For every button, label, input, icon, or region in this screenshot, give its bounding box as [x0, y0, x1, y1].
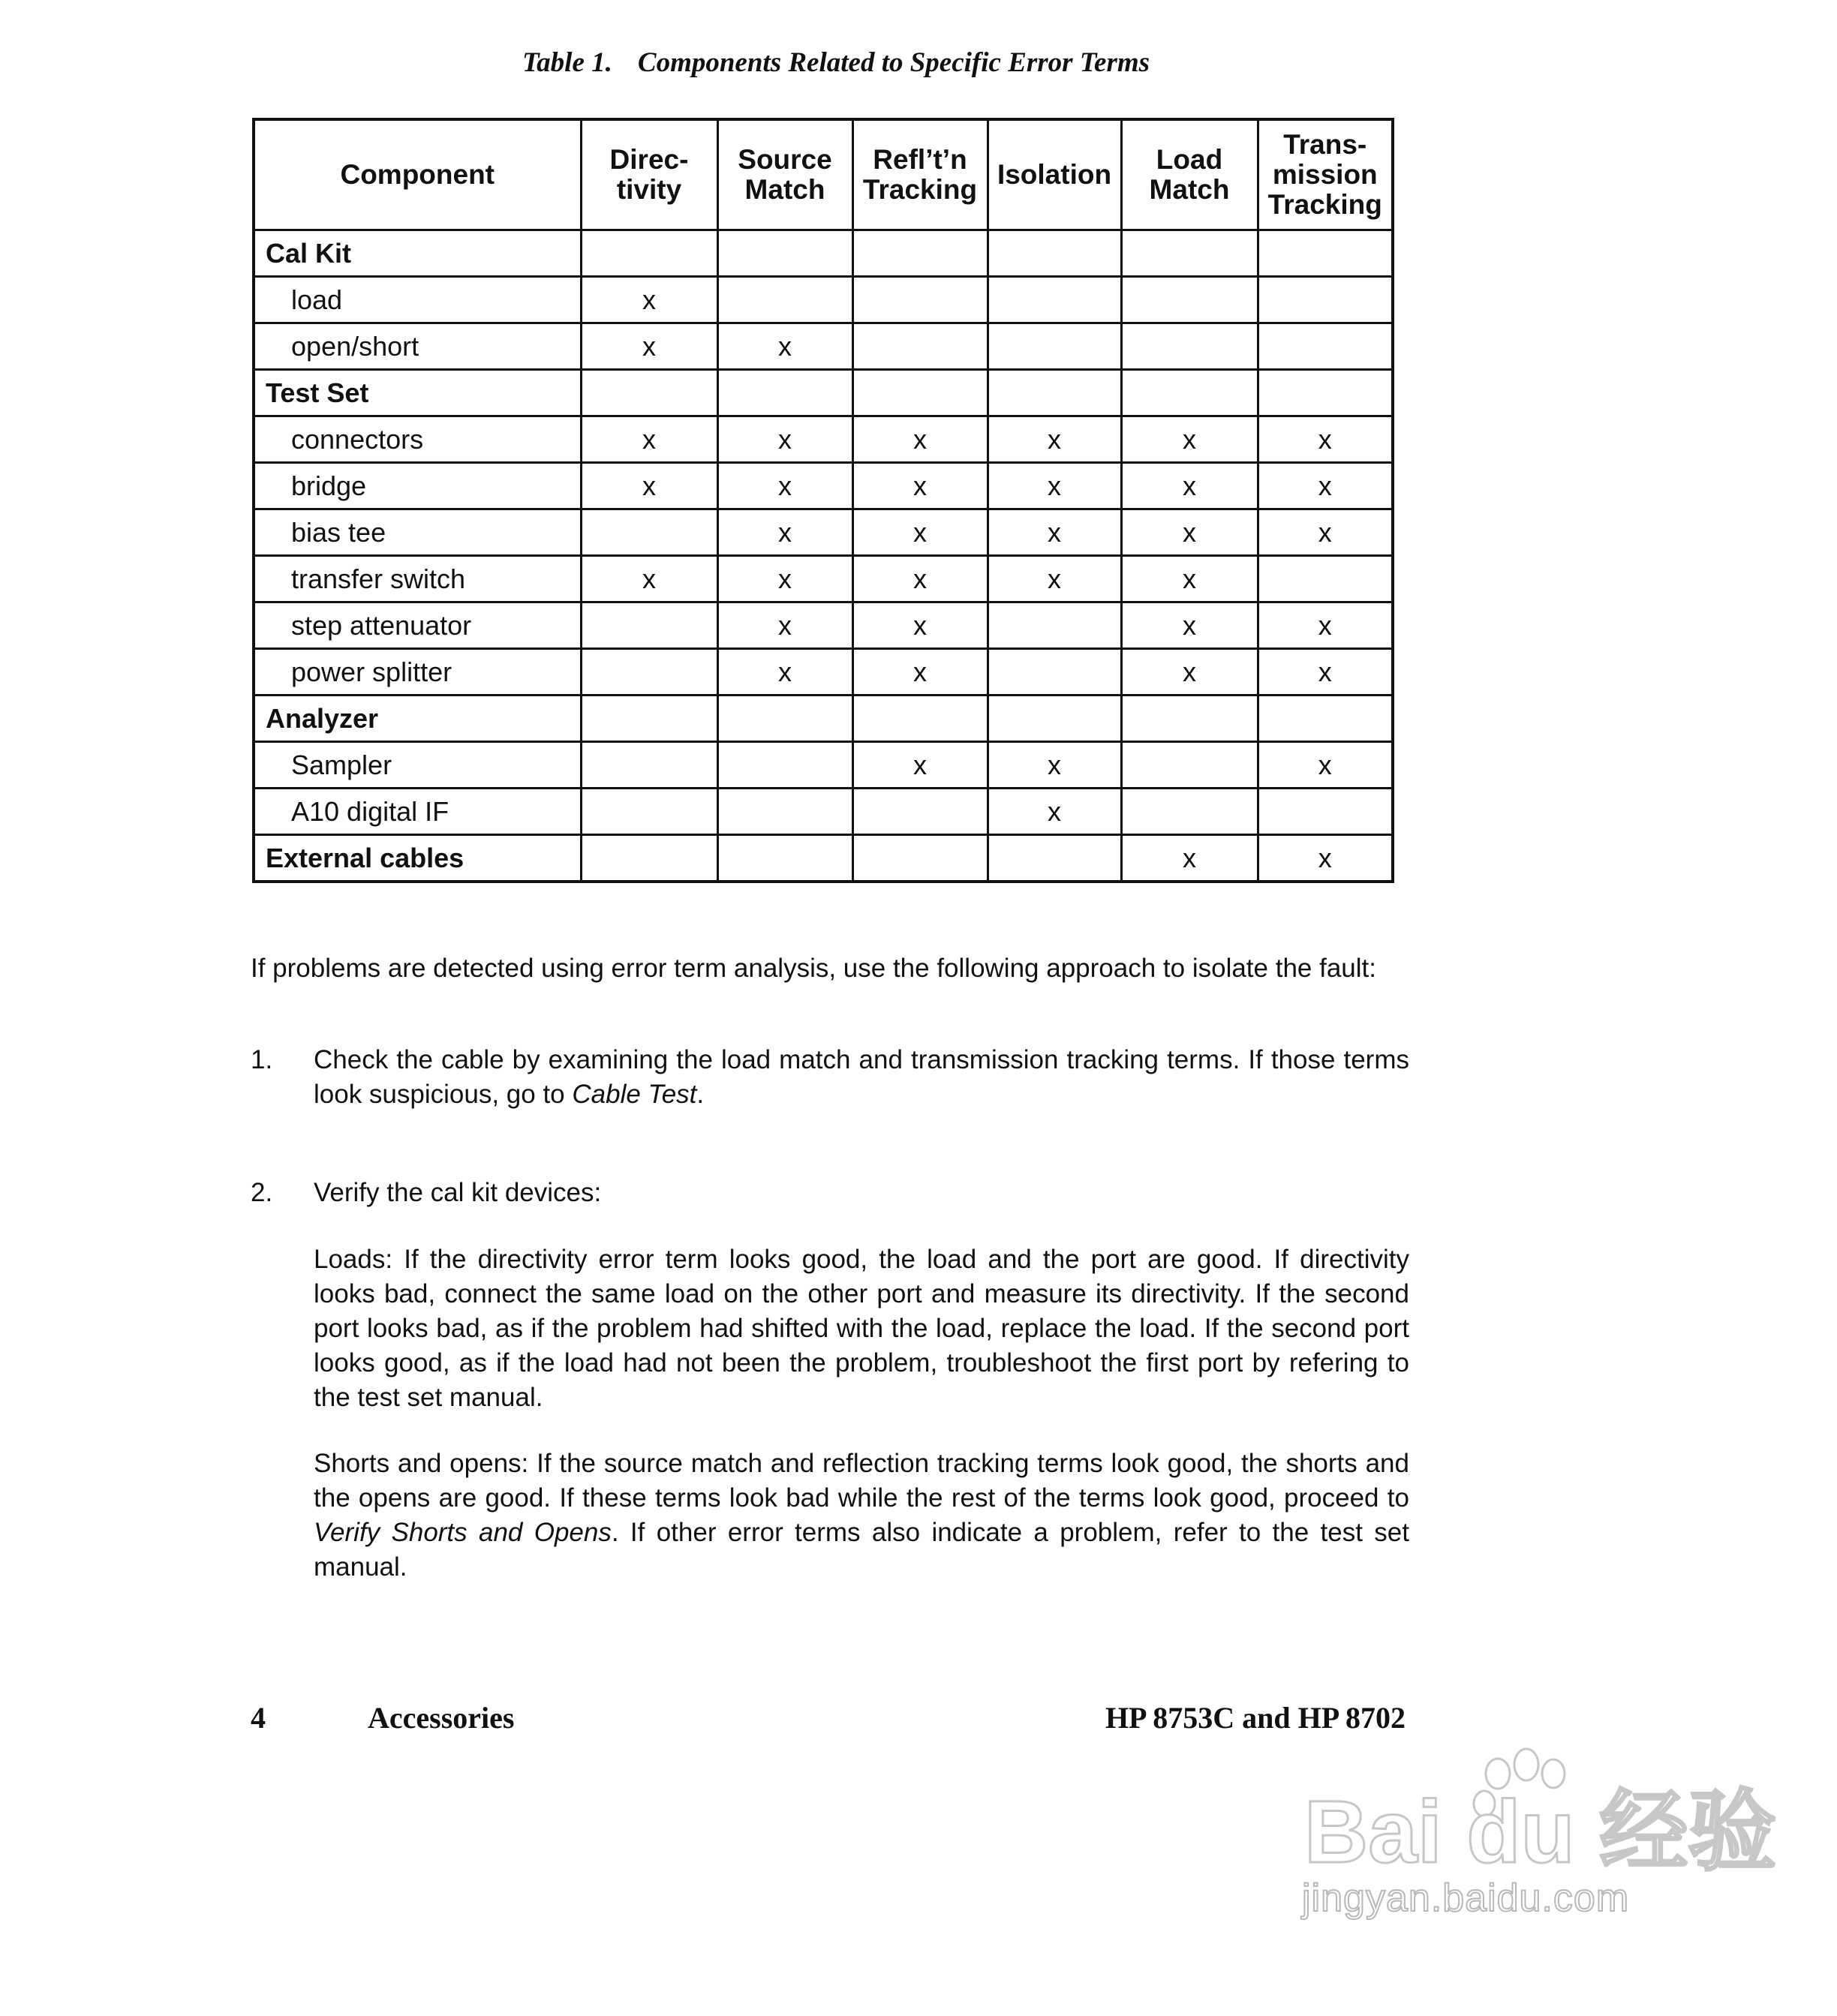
mark-cell: [1121, 230, 1258, 277]
mark-cell: x: [1121, 835, 1258, 882]
mark-cell: [1121, 789, 1258, 835]
mark-cell: x: [852, 602, 988, 649]
mark-cell: x: [1258, 835, 1393, 882]
page-number: 4: [251, 1701, 266, 1735]
svg-text:Bai du 经验: Bai du 经验: [1304, 1783, 1777, 1882]
mark-cell: [1258, 696, 1393, 742]
mark-cell: x: [1258, 416, 1393, 463]
table-caption: [0, 47, 1672, 79]
mark-cell: x: [988, 789, 1121, 835]
step-1-text: Check the cable by examining the load match and transmission tracking terms. If those terms look suspicious, go to Cable Test.: [314, 1045, 1409, 1109]
group-label: Test Set: [254, 370, 581, 416]
mark-cell: x: [581, 556, 717, 602]
mark-cell: [717, 230, 852, 277]
watermark-url: jingyan.baidu.com: [1302, 1876, 1630, 1920]
group-label: Analyzer: [254, 696, 581, 742]
col-header-source-match: Source Match: [717, 119, 852, 230]
mark-cell: x: [1121, 509, 1258, 556]
mark-cell: x: [1121, 416, 1258, 463]
mark-cell: [581, 230, 717, 277]
mark-cell: [988, 230, 1121, 277]
mark-cell: [717, 370, 852, 416]
table-row: [254, 323, 1393, 370]
mark-cell: x: [717, 556, 852, 602]
mark-cell: [717, 789, 852, 835]
mark-cell: [852, 323, 988, 370]
component-label: load: [254, 277, 581, 323]
group-label: Cal Kit: [254, 230, 581, 277]
col-header-directivity: Direc- tivity: [581, 119, 717, 230]
mark-cell: x: [717, 416, 852, 463]
table-row: [254, 230, 1393, 277]
mark-cell: [581, 649, 717, 696]
mark-cell: [852, 230, 988, 277]
mark-cell: [717, 742, 852, 789]
error-terms-table: [252, 118, 1394, 883]
verify-shorts-opens-reference: Verify Shorts and Opens: [314, 1518, 612, 1547]
mark-cell: [988, 602, 1121, 649]
mark-cell: [1258, 370, 1393, 416]
component-label: step attenuator: [254, 602, 581, 649]
mark-cell: [581, 509, 717, 556]
mark-cell: x: [852, 416, 988, 463]
mark-cell: x: [852, 649, 988, 696]
table-row: [254, 742, 1393, 789]
mark-cell: x: [717, 509, 852, 556]
mark-cell: [581, 835, 717, 882]
mark-cell: x: [852, 742, 988, 789]
mark-cell: x: [988, 416, 1121, 463]
mark-cell: x: [852, 509, 988, 556]
mark-cell: x: [1121, 556, 1258, 602]
mark-cell: x: [988, 509, 1121, 556]
mark-cell: x: [581, 323, 717, 370]
mark-cell: x: [717, 602, 852, 649]
mark-cell: [1258, 556, 1393, 602]
table-row: [254, 277, 1393, 323]
mark-cell: [852, 696, 988, 742]
intro-paragraph: If problems are detected using error term analysis, use the following approach to isolate the fault:: [251, 954, 1376, 983]
mark-cell: x: [1258, 602, 1393, 649]
mark-cell: [988, 835, 1121, 882]
table-row: [254, 789, 1393, 835]
component-label: A10 digital IF: [254, 789, 581, 835]
component-label: bridge: [254, 463, 581, 509]
mark-cell: [852, 277, 988, 323]
mark-cell: [1121, 742, 1258, 789]
group-label: External cables: [254, 835, 581, 882]
component-label: open/short: [254, 323, 581, 370]
table-row: [254, 696, 1393, 742]
table-row: [254, 835, 1393, 882]
baidu-watermark-logo: [1297, 1742, 1777, 1882]
mark-cell: x: [988, 556, 1121, 602]
mark-cell: x: [988, 742, 1121, 789]
footer-section: Accessories: [368, 1701, 515, 1735]
mark-cell: [581, 696, 717, 742]
footer-model: HP 8753C and HP 8702: [1105, 1701, 1406, 1735]
mark-cell: x: [717, 649, 852, 696]
cable-test-reference: Cable Test: [572, 1080, 697, 1109]
table-row: [254, 602, 1393, 649]
mark-cell: [1121, 696, 1258, 742]
step-2-text: Verify the cal kit devices:: [314, 1178, 602, 1207]
mark-cell: [1121, 370, 1258, 416]
mark-cell: [717, 835, 852, 882]
mark-cell: x: [1258, 463, 1393, 509]
table-number: Table 1.: [522, 47, 612, 78]
mark-cell: x: [1121, 602, 1258, 649]
mark-cell: [1121, 277, 1258, 323]
mark-cell: [988, 370, 1121, 416]
mark-cell: [988, 277, 1121, 323]
mark-cell: x: [581, 277, 717, 323]
step-2-number: 2.: [251, 1178, 273, 1207]
mark-cell: [581, 789, 717, 835]
mark-cell: [581, 742, 717, 789]
mark-cell: [1121, 323, 1258, 370]
mark-cell: x: [581, 416, 717, 463]
col-header-component: Component: [254, 119, 581, 230]
col-header-load-match: Load Match: [1121, 119, 1258, 230]
loads-paragraph: Loads: If the directivity error term looks good, the load and the port are good. If directivity looks bad, connect the same load on the other port and measure its directivity. If the second port looks bad, as if the problem had shifted with the load, replace the load. If the second port looks good, as if the load had not been the problem, troubleshoot the first port by refering to the test set manual.: [314, 1245, 1409, 1412]
component-label: power splitter: [254, 649, 581, 696]
mark-cell: [988, 649, 1121, 696]
mark-cell: [1258, 789, 1393, 835]
mark-cell: x: [581, 463, 717, 509]
mark-cell: [581, 602, 717, 649]
col-header-transmission-tracking: Trans- mission Tracking: [1258, 119, 1393, 230]
mark-cell: [988, 696, 1121, 742]
mark-cell: x: [852, 556, 988, 602]
mark-cell: [852, 835, 988, 882]
mark-cell: x: [1258, 742, 1393, 789]
mark-cell: [717, 696, 852, 742]
mark-cell: x: [717, 463, 852, 509]
mark-cell: x: [717, 323, 852, 370]
mark-cell: [581, 370, 717, 416]
table-row: [254, 463, 1393, 509]
mark-cell: [1258, 277, 1393, 323]
mark-cell: x: [1121, 463, 1258, 509]
component-label: transfer switch: [254, 556, 581, 602]
table-row: [254, 509, 1393, 556]
table-header-row: [254, 119, 1393, 230]
mark-cell: x: [1121, 649, 1258, 696]
component-label: connectors: [254, 416, 581, 463]
table-row: [254, 416, 1393, 463]
mark-cell: x: [988, 463, 1121, 509]
col-header-reflection-tracking: Refl’t’n Tracking: [852, 119, 988, 230]
table-row: [254, 649, 1393, 696]
mark-cell: [717, 277, 852, 323]
table-row: [254, 370, 1393, 416]
mark-cell: x: [1258, 649, 1393, 696]
mark-cell: [852, 789, 988, 835]
shorts-opens-paragraph: Shorts and opens: If the source match and reflection tracking terms look good, the shorts and the opens are good. If these terms look bad while the rest of the terms look good, proceed to Verify Shorts and Opens. If other error terms also indicate a problem, refer to the test set manual.: [314, 1449, 1409, 1582]
mark-cell: [1258, 323, 1393, 370]
mark-cell: [988, 323, 1121, 370]
mark-cell: [1258, 230, 1393, 277]
table-title: Components Related to Specific Error Terms: [637, 47, 1150, 78]
col-header-isolation: Isolation: [988, 119, 1121, 230]
table-row: [254, 556, 1393, 602]
mark-cell: [852, 370, 988, 416]
mark-cell: x: [1258, 509, 1393, 556]
step-1-number: 1.: [251, 1045, 273, 1074]
mark-cell: x: [852, 463, 988, 509]
table-body: [254, 230, 1393, 882]
component-label: bias tee: [254, 509, 581, 556]
component-label: Sampler: [254, 742, 581, 789]
